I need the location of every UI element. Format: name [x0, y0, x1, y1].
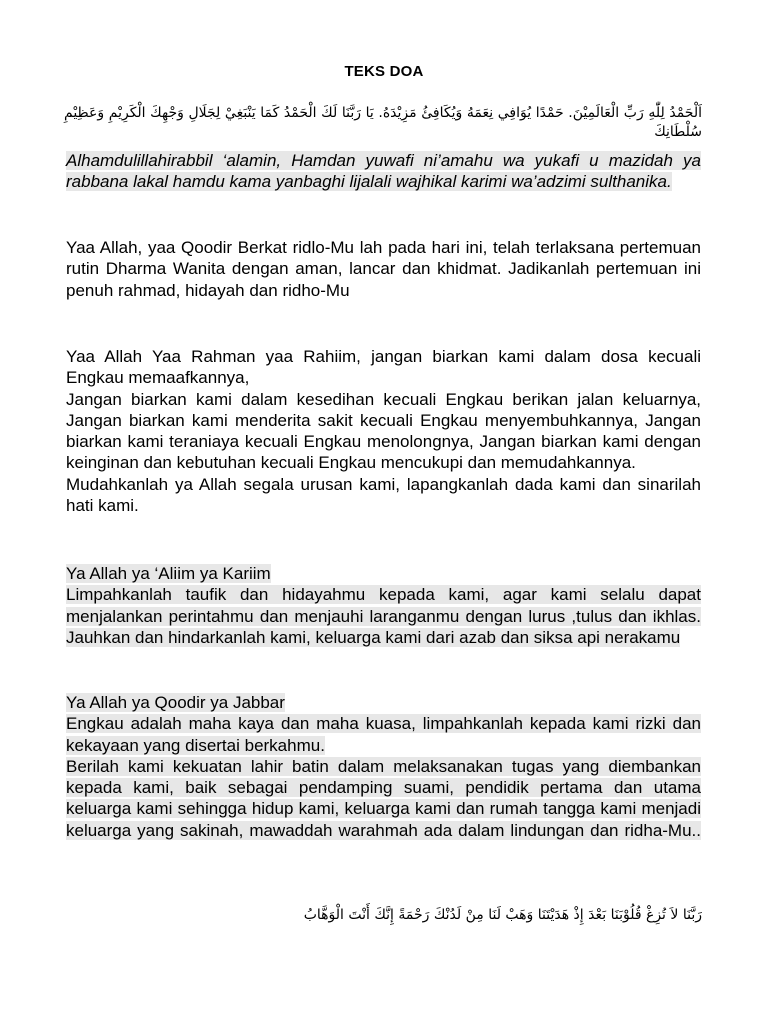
paragraph-2-line-3: Mudahkanlah ya Allah segala urusan kami, lapangkanlah dada kami dan sinarilah hati kami. — [66, 474, 701, 516]
arabic-opening-prayer: اَلْحَمْدُ لِلّٰهِ رَبِّ الْعَالَمِيْنَ. حَمْدًا يُوَافِي نِعَمَهُ وَيُكَافِئُ مَزِيْدَهُ. يَا رَبَّنَا لَكَ الْحَمْدُ كَمَا يَنْبَغِيْ لِجَلَالِ وَجْهِكَ الْكَرِيْمِ وَعَظِيْمِ سُلْطَانِكَ — [64, 105, 702, 140]
document-title: TEKS DOA — [344, 63, 424, 80]
section-4-heading: Ya Allah ya Qoodir ya Jabbar — [66, 693, 285, 712]
section-3-heading: Ya Allah ya ‘Aliim ya Kariim — [66, 564, 271, 583]
section-4-text-1: Engkau adalah maha kaya dan maha kuasa, limpahkanlah kepada kami rizki dan kekayaan yang disertai berkahmu. — [66, 714, 701, 755]
latin-opening-block — [66, 150, 701, 193]
section-4-text-2: Berilah kami kekuatan lahir batin dalam melaksanakan tugas yang diembankan kepada kami, baik sebagai pendamping suami, pendidik pertama dan utama keluarga kami sehingga hidup kami, keluarga kami dan rumah tangga kami menjadi keluarga yang sakinah, mawaddah warahmah ada dalam lindungan dan ridha-Mu.. — [66, 756, 701, 840]
section-3-text: Limpahkanlah taufik dan hidayahmu kepada kami, agar kami selalu dapat menjalankan perintahmu dan menjauhi laranganmu dengan lurus ,tulus dan ikhlas. Jauhkan dan hindarkanlah kami, keluarga kami dari azab dan siksa api nerakamu — [66, 585, 701, 647]
arabic-closing-prayer: رَبَّنَا لاَ تُزِغْ قُلُوْبَنَا بَعْدَ إِذْ هَدَيْتَنَا وَهَبْ لَنَا مِنْ لَدُنْكَ رَحْمَةً إِنَّكَ أَنْتَ الْوَهَّابُ — [303, 907, 702, 923]
section-3 — [66, 563, 701, 648]
paragraph-2 — [66, 346, 701, 516]
paragraph-2-line-2: Jangan biarkan kami dalam kesedihan kecuali Engkau berikan jalan keluarnya, Jangan biarkan kami menderita sakit kecuali Engkau menyembuhkannya, Jangan biarkan kami teraniaya kecuali Engkau menolongnya, Jangan biarkan kami dengan keinginan dan kebutuhan kecuali Engkau mencukupi dan memudahkannya. — [66, 389, 701, 473]
section-4 — [66, 692, 701, 841]
paragraph-2-line-1: Yaa Allah Yaa Rahman yaa Rahiim, jangan biarkan kami dalam dosa kecuali Engkau memaafkannya, — [66, 347, 701, 388]
paragraph-1 — [66, 237, 701, 301]
latin-opening-text: Alhamdulillahirabbil ‘alamin, Hamdan yuwafi ni’amahu wa yukafi u mazidah ya rabbana lakal hamdu kama yanbaghi lijalali wajhikal karimi wa’adzimi sulthanika. — [66, 151, 701, 192]
paragraph-1-text: Yaa Allah, yaa Qoodir Berkat ridlo-Mu lah pada hari ini, telah terlaksana pertemuan rutin Dharma Wanita dengan aman, lancar dan khidmat. Jadikanlah pertemuan ini penuh rahmad, hidayah dan ridho-Mu — [66, 238, 701, 300]
